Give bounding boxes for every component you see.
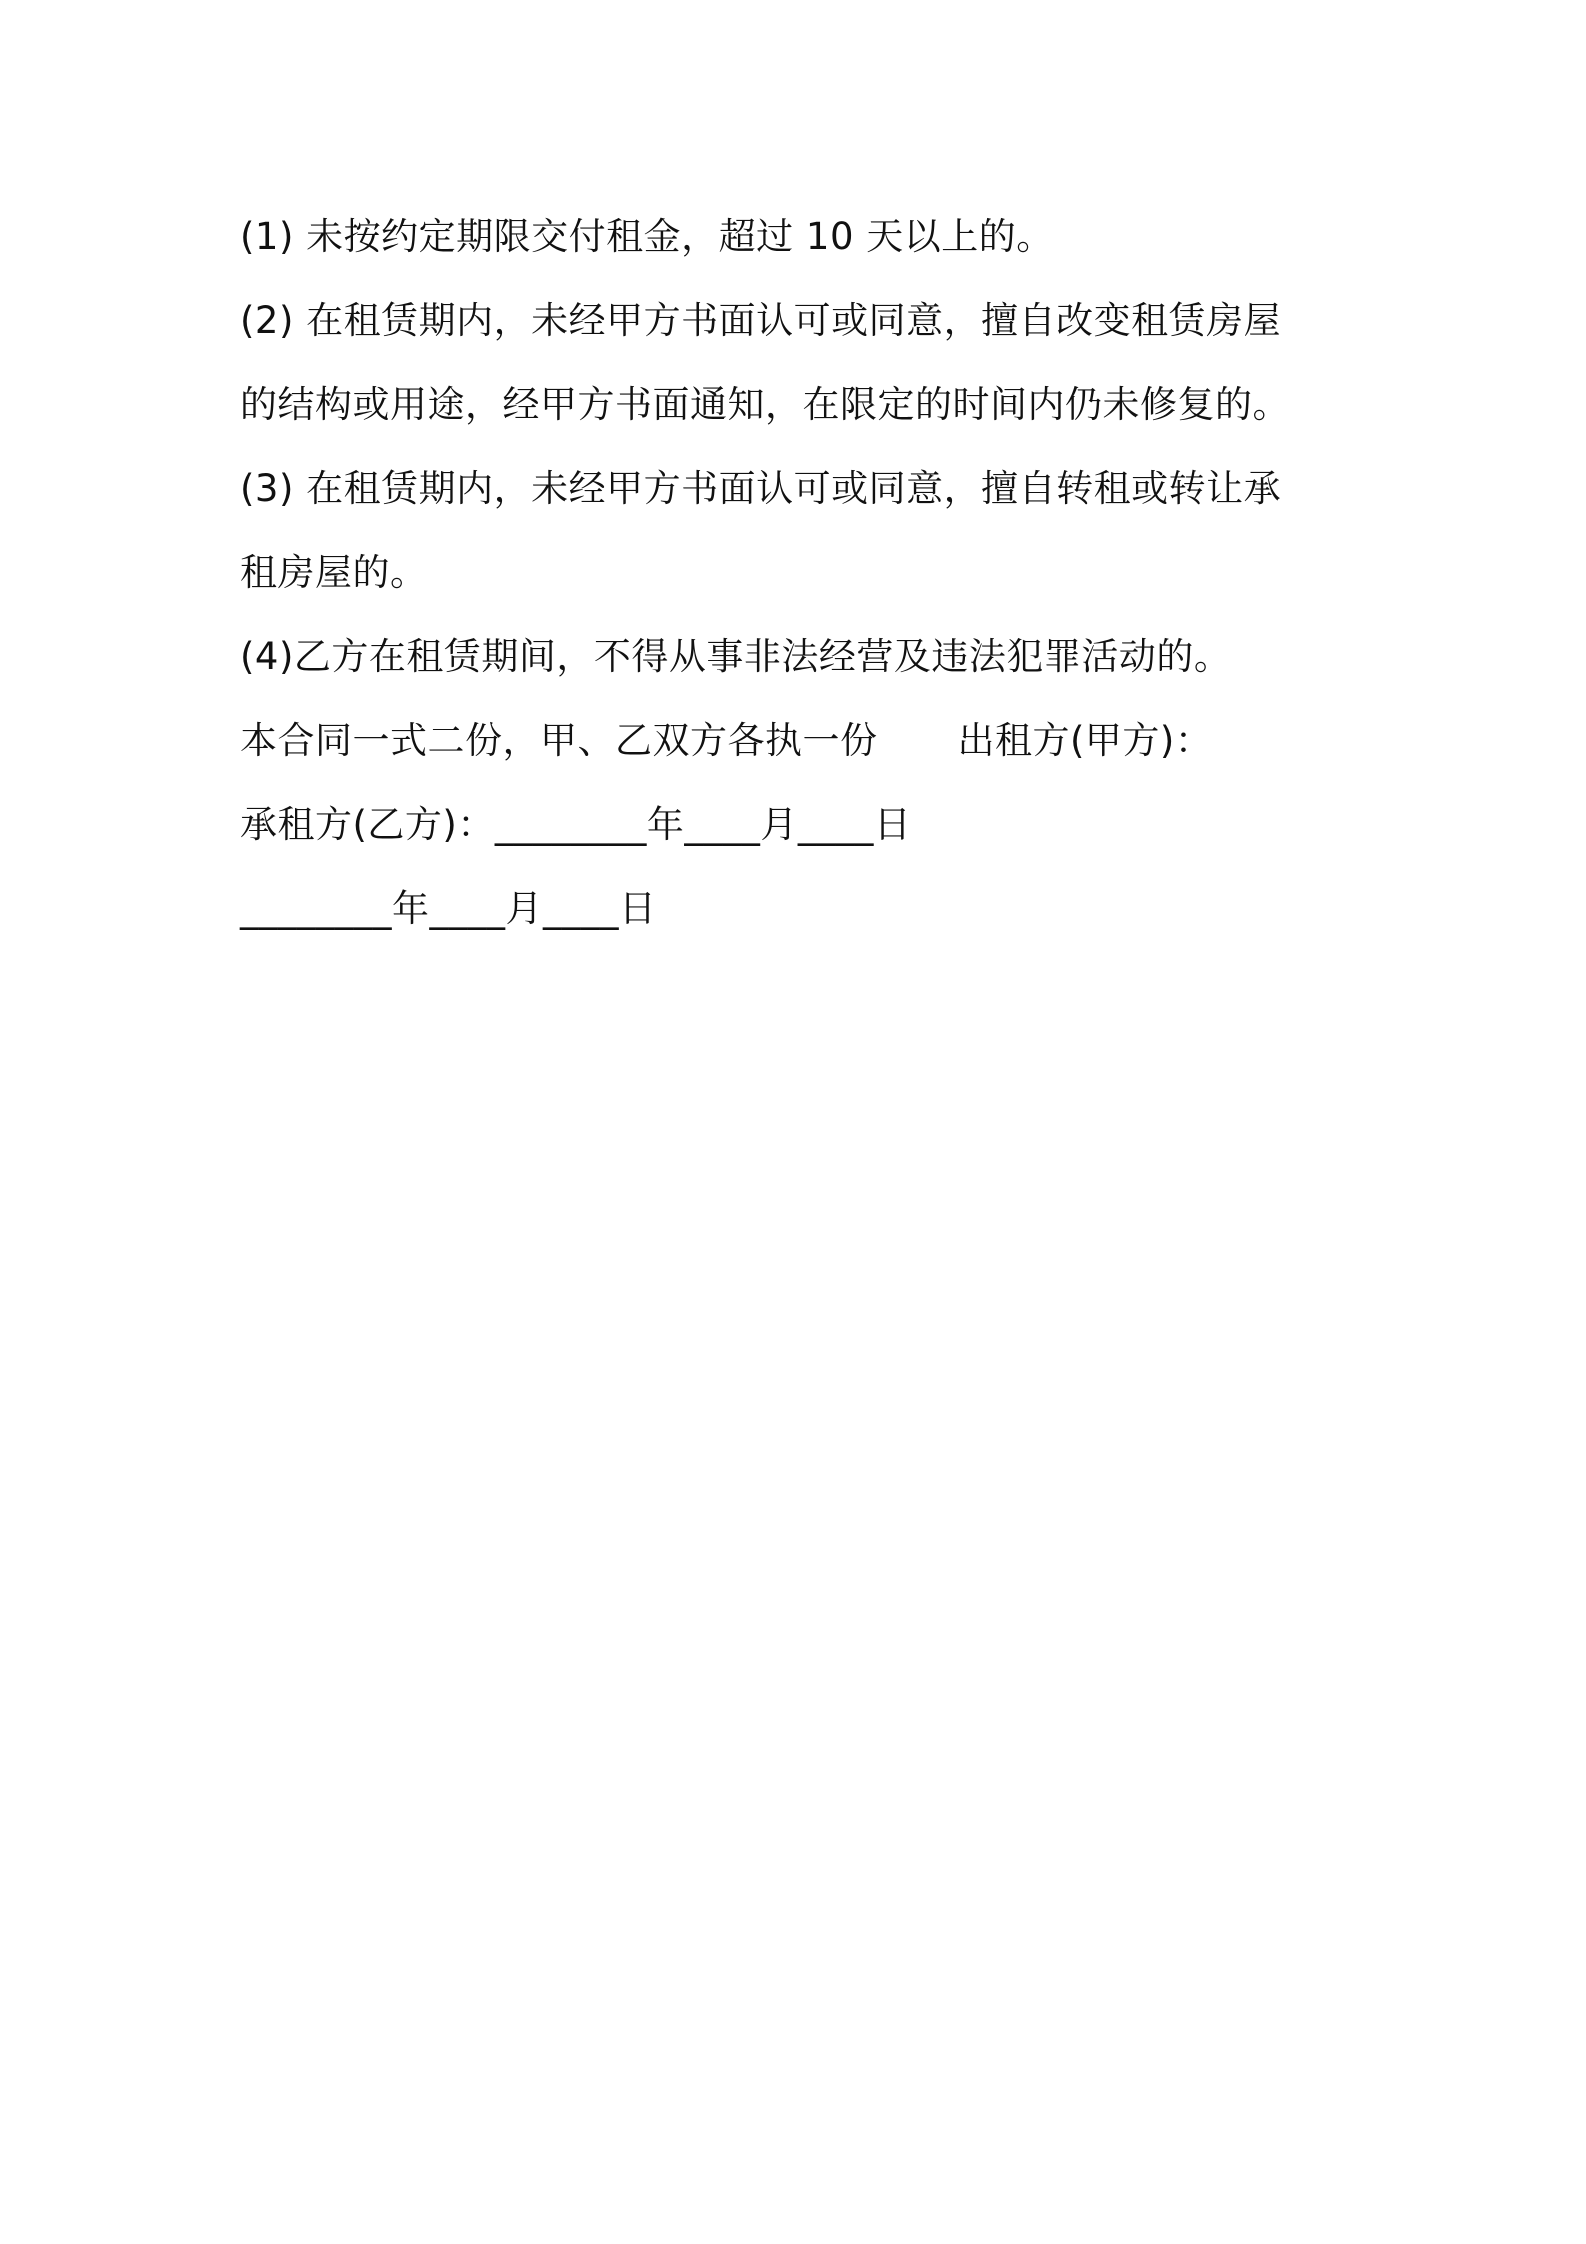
clause-4: (4)乙方在租赁期间，不得从事非法经营及违法犯罪活动的。 [240, 635, 1232, 678]
clause-3-line-1: (3) 在租赁期内，未经甲方书面认可或同意，擅自转租或转让承 [240, 467, 1282, 510]
clause-1: (1) 未按约定期限交付租金，超过 10 天以上的。 [240, 215, 1054, 258]
copies-statement: 本合同一式二份，甲、乙双方各执一份 [240, 719, 878, 762]
document-body [240, 195, 1360, 951]
clause-2-line-2: 的结构或用途，经甲方书面通知，在限定的时间内仍未修复的。 [240, 383, 1290, 426]
lessor-label: 出租方(甲方)： [957, 719, 1213, 762]
copies-and-lessor-line [240, 699, 1360, 783]
lessee-signature-line: 承租方(乙方)：________年____月____日 [240, 803, 912, 846]
clause-2-line-1: (2) 在租赁期内，未经甲方书面认可或同意，擅自改变租赁房屋 [240, 299, 1282, 342]
date-line: ________年____月____日 [240, 887, 657, 930]
clause-3-line-2: 租房屋的。 [240, 551, 428, 594]
